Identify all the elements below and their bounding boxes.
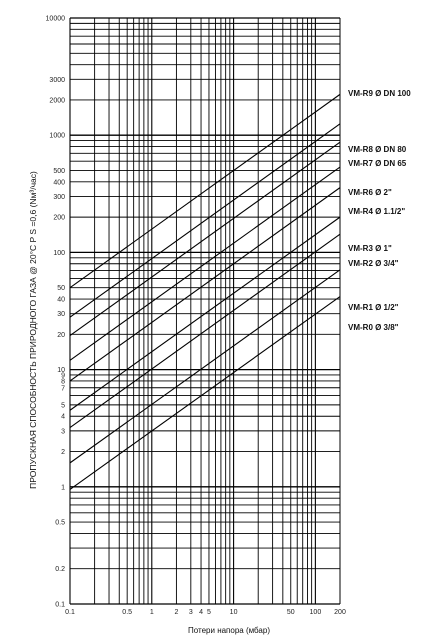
x-tick-label: 0.1 [65,609,75,616]
series-label: VM-R7 Ø DN 65 [348,159,407,168]
x-tick-label: 1 [149,609,154,616]
y-tick-label: 400 [53,179,65,187]
series-label: VM-R6 Ø 2" [348,188,392,197]
y-tick-label: 10 [57,367,65,375]
x-tick-label: 2 [174,609,179,616]
y-tick-label: 10000 [45,15,65,23]
x-axis-title: Потери напора (мбар) [188,626,270,635]
series-label: VM-R0 Ø 3/8" [348,323,399,332]
y-tick-label: 0.1 [55,601,65,609]
y-tick-label: 4 [61,413,65,421]
y-tick-label: 9 [61,372,65,380]
series-label: VM-R4 Ø 1.1/2" [348,207,406,216]
y-tick-label: 5 [61,402,65,410]
y-tick-label: 500 [53,167,65,175]
x-tick-label: 4 [199,609,203,616]
y-tick-label: 100 [53,249,65,257]
x-tick-label: 50 [286,609,295,616]
x-tick-label: 10 [229,609,238,616]
y-tick-label: 2 [61,449,65,457]
x-tick-label: 3 [188,609,193,616]
y-tick-label: 50 [57,285,65,293]
y-tick-label: 200 [53,214,65,222]
y-tick-label: 0.2 [55,566,65,574]
y-axis-title: ПРОПУСКНАЯ СПОСОБНОСТЬ ПРИРОДНОГО ГАЗА @ 20°C P S =0,6 (Nм³/час) [28,171,38,489]
series-label: VM-R3 Ø 1" [348,244,392,253]
y-tick-label: 0.5 [55,519,65,527]
x-tick-label: 200 [334,609,346,616]
y-tick-label: 8 [61,378,65,386]
y-tick-label: 7 [61,385,65,393]
series-label: VM-R2 Ø 3/4" [348,259,399,268]
x-tick-label: 5 [207,609,211,616]
series-label: VM-R8 Ø DN 80 [348,145,407,154]
y-tick-label: 300 [53,193,65,201]
series-label: VM-R9 Ø DN 100 [348,89,411,98]
y-tick-label: 2000 [49,97,65,105]
x-tick-label: 100 [309,609,322,616]
y-tick-label: 1000 [49,132,65,140]
y-tick-label: 40 [57,296,65,304]
series-label: VM-R1 Ø 1/2" [348,303,399,312]
x-tick-label: 0.5 [122,609,133,616]
y-tick-label: 3000 [49,76,65,84]
y-tick-label: 20 [57,331,65,339]
y-tick-label: 30 [57,311,65,319]
y-tick-label: 3 [61,428,65,436]
y-tick-label: 1 [61,484,65,492]
